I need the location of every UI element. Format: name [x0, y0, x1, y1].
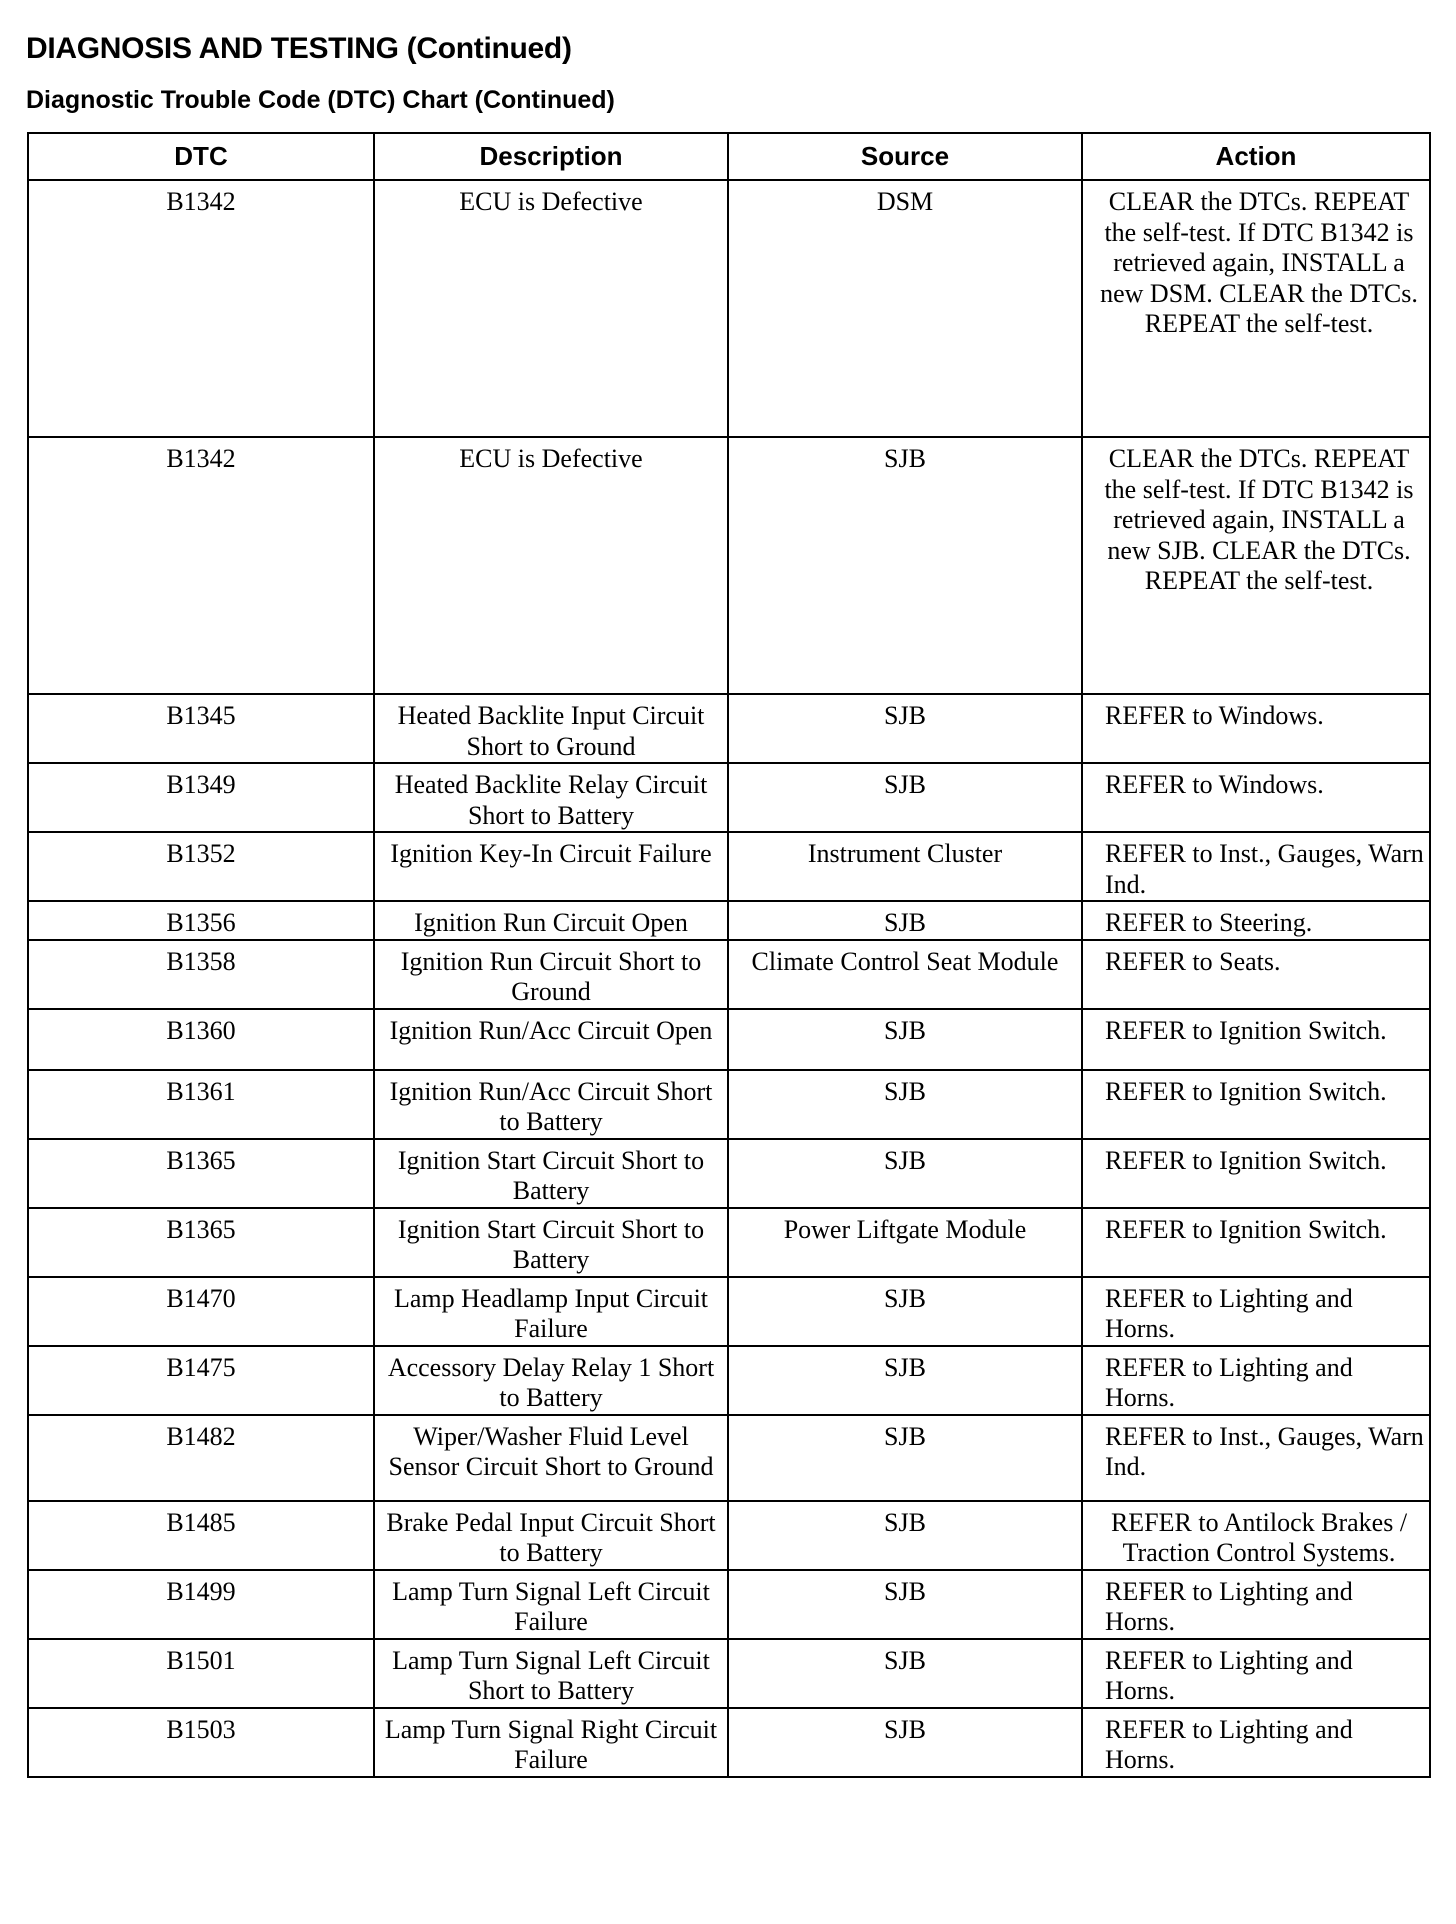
dtc-cell: B1501 [28, 1639, 374, 1708]
action-cell: REFER to Ignition Switch. [1082, 1009, 1430, 1070]
source-cell: SJB [728, 694, 1082, 763]
description-cell: Brake Pedal Input Circuit Short to Battery [374, 1501, 728, 1570]
source-cell: SJB [728, 1708, 1082, 1777]
action-cell: REFER to Lighting and Horns. [1082, 1277, 1430, 1346]
table-row [28, 1639, 1430, 1708]
description-cell: Heated Backlite Input Circuit Short to Ground [374, 694, 728, 763]
description-cell: Ignition Key-In Circuit Failure [374, 832, 728, 901]
column-header-description: Description [374, 133, 728, 180]
dtc-cell: B1360 [28, 1009, 374, 1070]
description-cell: Lamp Turn Signal Left Circuit Failure [374, 1570, 728, 1639]
source-cell: SJB [728, 1570, 1082, 1639]
action-cell: CLEAR the DTCs. REPEAT the self-test. If DTC B1342 is retrieved again, INSTALL a new SJB. CLEAR the DTCs. REPEAT the self-test. [1082, 437, 1430, 694]
source-cell: SJB [728, 763, 1082, 832]
table-row [28, 832, 1430, 901]
action-cell: REFER to Lighting and Horns. [1082, 1708, 1430, 1777]
dtc-cell: B1365 [28, 1208, 374, 1277]
table-row [28, 694, 1430, 763]
dtc-cell: B1352 [28, 832, 374, 901]
table-row [28, 1277, 1430, 1346]
dtc-chart-table [27, 132, 1431, 1778]
dtc-cell: B1342 [28, 437, 374, 694]
table-row [28, 1208, 1430, 1277]
source-cell: SJB [728, 1009, 1082, 1070]
source-cell: Power Liftgate Module [728, 1208, 1082, 1277]
source-cell: SJB [728, 1070, 1082, 1139]
table-body [28, 180, 1430, 1777]
table-row [28, 1139, 1430, 1208]
description-cell: Lamp Headlamp Input Circuit Failure [374, 1277, 728, 1346]
description-cell: Wiper/Washer Fluid Level Sensor Circuit Short to Ground [374, 1415, 728, 1501]
dtc-cell: B1358 [28, 940, 374, 1009]
dtc-cell: B1470 [28, 1277, 374, 1346]
table-row [28, 763, 1430, 832]
action-cell: REFER to Inst., Gauges, Warn Ind. [1082, 1415, 1430, 1501]
source-cell: SJB [728, 1346, 1082, 1415]
description-cell: Lamp Turn Signal Left Circuit Short to Battery [374, 1639, 728, 1708]
page-title: DIAGNOSIS AND TESTING (Continued) [26, 32, 572, 65]
source-cell: SJB [728, 1501, 1082, 1570]
table-row [28, 1501, 1430, 1570]
dtc-cell: B1365 [28, 1139, 374, 1208]
table-row [28, 437, 1430, 694]
dtc-cell: B1342 [28, 180, 374, 437]
table-row [28, 1009, 1430, 1070]
column-header-action: Action [1082, 133, 1430, 180]
action-cell: REFER to Steering. [1082, 901, 1430, 940]
description-cell: Ignition Run Circuit Open [374, 901, 728, 940]
dtc-cell: B1475 [28, 1346, 374, 1415]
action-cell: REFER to Inst., Gauges, Warn Ind. [1082, 832, 1430, 901]
table-row [28, 1415, 1430, 1501]
description-cell: Ignition Start Circuit Short to Battery [374, 1139, 728, 1208]
source-cell: SJB [728, 1415, 1082, 1501]
page-subtitle: Diagnostic Trouble Code (DTC) Chart (Continued) [26, 86, 615, 114]
description-cell: Ignition Run Circuit Short to Ground [374, 940, 728, 1009]
table-row [28, 940, 1430, 1009]
column-header-source: Source [728, 133, 1082, 180]
dtc-cell: B1499 [28, 1570, 374, 1639]
dtc-cell: B1356 [28, 901, 374, 940]
column-header-dtc: DTC [28, 133, 374, 180]
action-cell: REFER to Lighting and Horns. [1082, 1346, 1430, 1415]
source-cell: SJB [728, 437, 1082, 694]
action-cell: REFER to Windows. [1082, 694, 1430, 763]
dtc-cell: B1361 [28, 1070, 374, 1139]
action-cell: REFER to Ignition Switch. [1082, 1070, 1430, 1139]
source-cell: SJB [728, 1639, 1082, 1708]
description-cell: ECU is Defective [374, 180, 728, 437]
table-row [28, 180, 1430, 437]
table-row [28, 901, 1430, 940]
table-row [28, 1070, 1430, 1139]
dtc-cell: B1349 [28, 763, 374, 832]
source-cell: Climate Control Seat Module [728, 940, 1082, 1009]
table-header-row [28, 133, 1430, 180]
source-cell: DSM [728, 180, 1082, 437]
table-row [28, 1708, 1430, 1777]
source-cell: SJB [728, 1277, 1082, 1346]
table-row [28, 1346, 1430, 1415]
source-cell: SJB [728, 901, 1082, 940]
description-cell: Accessory Delay Relay 1 Short to Battery [374, 1346, 728, 1415]
dtc-cell: B1503 [28, 1708, 374, 1777]
description-cell: Ignition Run/Acc Circuit Short to Battery [374, 1070, 728, 1139]
description-cell: ECU is Defective [374, 437, 728, 694]
description-cell: Ignition Run/Acc Circuit Open [374, 1009, 728, 1070]
action-cell: REFER to Lighting and Horns. [1082, 1570, 1430, 1639]
table-row [28, 1570, 1430, 1639]
action-cell: REFER to Lighting and Horns. [1082, 1639, 1430, 1708]
dtc-cell: B1345 [28, 694, 374, 763]
dtc-cell: B1485 [28, 1501, 374, 1570]
description-cell: Ignition Start Circuit Short to Battery [374, 1208, 728, 1277]
dtc-cell: B1482 [28, 1415, 374, 1501]
action-cell: CLEAR the DTCs. REPEAT the self-test. If DTC B1342 is retrieved again, INSTALL a new DSM. CLEAR the DTCs. REPEAT the self-test. [1082, 180, 1430, 437]
action-cell: REFER to Ignition Switch. [1082, 1208, 1430, 1277]
source-cell: Instrument Cluster [728, 832, 1082, 901]
action-cell: REFER to Antilock Brakes / Traction Control Systems. [1082, 1501, 1430, 1570]
action-cell: REFER to Ignition Switch. [1082, 1139, 1430, 1208]
action-cell: REFER to Windows. [1082, 763, 1430, 832]
description-cell: Heated Backlite Relay Circuit Short to Battery [374, 763, 728, 832]
source-cell: SJB [728, 1139, 1082, 1208]
description-cell: Lamp Turn Signal Right Circuit Failure [374, 1708, 728, 1777]
action-cell: REFER to Seats. [1082, 940, 1430, 1009]
